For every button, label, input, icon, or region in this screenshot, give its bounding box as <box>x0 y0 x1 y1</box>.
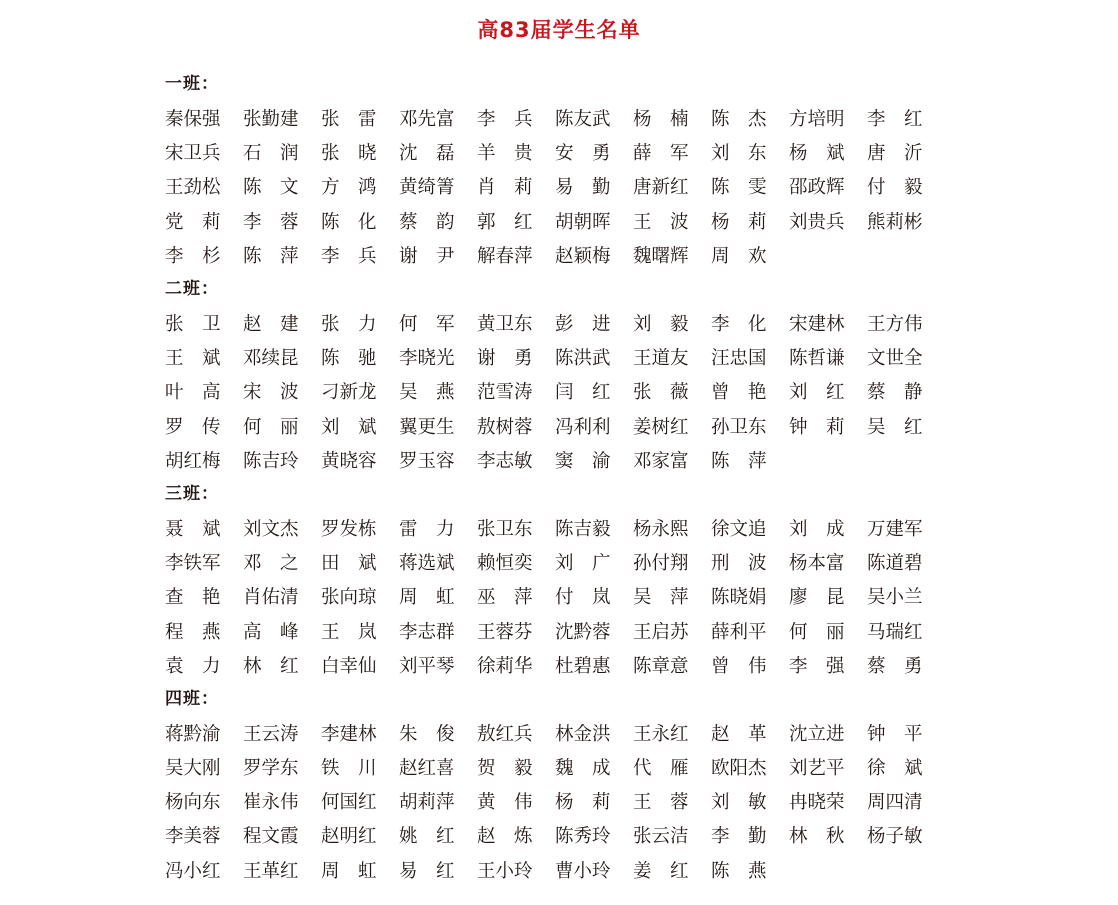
student-name: 宋 波 <box>243 382 299 404</box>
student-name: 巫 萍 <box>477 587 533 609</box>
student-name: 李美蓉 <box>165 826 221 848</box>
student-name: 张 卫 <box>165 314 221 336</box>
student-name: 代 雁 <box>633 758 689 780</box>
name-row <box>165 853 945 887</box>
student-name: 李 红 <box>867 109 923 131</box>
student-name: 李建林 <box>321 723 377 745</box>
student-name: 王方伟 <box>867 314 923 336</box>
student-name: 周四清 <box>867 792 923 814</box>
name-row <box>165 716 945 750</box>
student-name: 肖佑清 <box>243 587 299 609</box>
student-name: 李铁军 <box>165 553 221 575</box>
student-name: 陈 驰 <box>321 348 377 370</box>
student-name: 李 兵 <box>321 245 377 267</box>
student-name: 邵政辉 <box>789 177 845 199</box>
student-name: 赖恒奕 <box>477 553 533 575</box>
student-name: 黄 伟 <box>477 792 533 814</box>
student-name: 张云洁 <box>633 826 689 848</box>
student-name: 郭 红 <box>477 211 533 233</box>
student-name: 赵 建 <box>243 314 299 336</box>
student-name: 杨本富 <box>789 553 845 575</box>
student-name: 蒋选斌 <box>399 553 455 575</box>
student-name: 王革红 <box>243 860 299 882</box>
student-name: 陈 萍 <box>711 450 767 472</box>
student-name: 易 勤 <box>555 177 611 199</box>
student-name: 杨 莉 <box>555 792 611 814</box>
student-name: 周 欢 <box>711 245 767 267</box>
class-heading: 二班： <box>165 278 219 299</box>
student-name: 欧阳杰 <box>711 758 767 780</box>
student-name: 刘 成 <box>789 518 845 540</box>
student-name: 邓续昆 <box>243 348 299 370</box>
student-name: 罗发栋 <box>321 518 377 540</box>
student-name: 高 峰 <box>243 621 299 643</box>
student-name: 张 薇 <box>633 382 689 404</box>
name-row <box>165 204 945 238</box>
student-name: 赵明红 <box>321 826 377 848</box>
student-name: 吴 燕 <box>399 382 455 404</box>
student-name: 曾 艳 <box>711 382 767 404</box>
student-name: 黄晓容 <box>321 450 377 472</box>
student-name: 赵红喜 <box>399 758 455 780</box>
student-name: 薛利平 <box>711 621 767 643</box>
student-name: 陈哲谦 <box>789 348 845 370</box>
student-name: 姚 红 <box>399 826 455 848</box>
student-name: 何 丽 <box>789 621 845 643</box>
student-name: 胡莉萍 <box>399 792 455 814</box>
student-name: 杜碧惠 <box>555 655 611 677</box>
student-name: 王 蓉 <box>633 792 689 814</box>
student-name: 铁 川 <box>321 758 377 780</box>
student-name: 王 波 <box>633 211 689 233</box>
student-name: 王劲松 <box>165 177 221 199</box>
student-name: 陈道碧 <box>867 553 923 575</box>
student-name: 何 军 <box>399 314 455 336</box>
student-name: 胡朝晖 <box>555 211 611 233</box>
student-name: 张 雷 <box>321 109 377 131</box>
student-name: 徐文追 <box>711 518 767 540</box>
student-name: 李晓光 <box>399 348 455 370</box>
student-name: 杨向东 <box>165 792 221 814</box>
student-name: 马瑞红 <box>867 621 923 643</box>
student-name: 邓家富 <box>633 450 689 472</box>
student-name: 陈 雯 <box>711 177 767 199</box>
student-name: 刘 毅 <box>633 314 689 336</box>
student-name: 刘 敏 <box>711 792 767 814</box>
name-row <box>165 818 945 852</box>
student-name: 沈立进 <box>789 723 845 745</box>
student-name: 肖 莉 <box>477 177 533 199</box>
student-name: 孙付翔 <box>633 553 689 575</box>
student-name: 陈 杰 <box>711 109 767 131</box>
student-name: 王启苏 <box>633 621 689 643</box>
class-section <box>165 682 945 887</box>
class-heading: 四班： <box>165 688 219 709</box>
student-name: 羊 贵 <box>477 143 533 165</box>
student-name: 陈洪武 <box>555 348 611 370</box>
student-name: 杨 莉 <box>711 211 767 233</box>
student-name: 魏 成 <box>555 758 611 780</box>
student-name: 闫 红 <box>555 382 611 404</box>
student-name: 邓 之 <box>243 553 299 575</box>
student-name: 赵 革 <box>711 723 767 745</box>
student-name: 徐莉华 <box>477 655 533 677</box>
student-name: 查 艳 <box>165 587 221 609</box>
student-name: 何 丽 <box>243 416 299 438</box>
student-name: 薛 军 <box>633 143 689 165</box>
student-name: 赵颖梅 <box>555 245 611 267</box>
student-name: 陈晓娟 <box>711 587 767 609</box>
student-name: 孙卫东 <box>711 416 767 438</box>
student-name: 何国红 <box>321 792 377 814</box>
student-name: 刘 红 <box>789 382 845 404</box>
class-heading: 一班： <box>165 74 219 94</box>
student-name: 李 杉 <box>165 245 221 267</box>
student-name: 赵 炼 <box>477 826 533 848</box>
student-name: 程文霞 <box>243 826 299 848</box>
student-name: 王蓉芬 <box>477 621 533 643</box>
student-name: 陈友武 <box>555 109 611 131</box>
student-name: 易 红 <box>399 860 455 882</box>
name-row <box>165 135 945 169</box>
name-row <box>165 374 945 408</box>
student-name: 周 虹 <box>321 860 377 882</box>
student-name: 张 晓 <box>321 143 377 165</box>
student-name: 刘 东 <box>711 143 767 165</box>
name-row <box>165 750 945 784</box>
student-name: 党 莉 <box>165 211 221 233</box>
student-name: 林 红 <box>243 655 299 677</box>
student-name: 万建军 <box>867 518 923 540</box>
class-heading: 三班： <box>165 483 219 504</box>
name-row <box>165 306 945 340</box>
page-title: 高83届学生名单 <box>477 18 641 42</box>
student-name: 刁新龙 <box>321 382 377 404</box>
name-row <box>165 545 945 579</box>
student-name: 罗学东 <box>243 758 299 780</box>
student-name: 周 虹 <box>399 587 455 609</box>
name-row <box>165 443 945 477</box>
student-name: 张向琼 <box>321 587 377 609</box>
student-name: 李 强 <box>789 655 845 677</box>
student-name: 贺 毅 <box>477 758 533 780</box>
student-name: 李 勤 <box>711 826 767 848</box>
student-name: 张 力 <box>321 314 377 336</box>
student-name: 徐 斌 <box>867 758 923 780</box>
student-name: 付 毅 <box>867 177 923 199</box>
name-row <box>165 784 945 818</box>
student-name: 刘贵兵 <box>789 211 845 233</box>
student-name: 曹小玲 <box>555 860 611 882</box>
student-name: 胡红梅 <box>165 450 221 472</box>
student-name: 熊莉彬 <box>867 211 923 233</box>
student-name: 张勤建 <box>243 109 299 131</box>
student-name: 杨 楠 <box>633 109 689 131</box>
student-name: 沈黔蓉 <box>555 621 611 643</box>
student-name: 付 岚 <box>555 587 611 609</box>
student-name: 方 鸿 <box>321 177 377 199</box>
name-row <box>165 409 945 443</box>
student-name: 邓先富 <box>399 109 455 131</box>
student-name: 杨 斌 <box>789 143 845 165</box>
student-name: 解春萍 <box>477 245 533 267</box>
student-name: 杨永熙 <box>633 518 689 540</box>
student-name: 陈吉毅 <box>555 518 611 540</box>
student-name: 吴 红 <box>867 416 923 438</box>
student-name: 蒋黔渝 <box>165 723 221 745</box>
student-name: 林 秋 <box>789 826 845 848</box>
student-name: 刘艺平 <box>789 758 845 780</box>
student-name: 宋卫兵 <box>165 143 221 165</box>
name-row <box>165 511 945 545</box>
student-name: 陈 燕 <box>711 860 767 882</box>
student-name: 王 斌 <box>165 348 221 370</box>
name-row <box>165 340 945 374</box>
student-name: 窦 渝 <box>555 450 611 472</box>
student-name: 黄卫东 <box>477 314 533 336</box>
student-name: 蔡 静 <box>867 382 923 404</box>
student-name: 朱 俊 <box>399 723 455 745</box>
student-name: 黄绮箐 <box>399 177 455 199</box>
student-name: 聂 斌 <box>165 518 221 540</box>
student-name: 曾 伟 <box>711 655 767 677</box>
student-name: 崔永伟 <box>243 792 299 814</box>
student-name: 刑 波 <box>711 553 767 575</box>
student-name: 沈 磊 <box>399 143 455 165</box>
student-name: 谢 勇 <box>477 348 533 370</box>
student-name: 刘 广 <box>555 553 611 575</box>
student-name: 谢 尹 <box>399 245 455 267</box>
student-name: 王云涛 <box>243 723 299 745</box>
student-name: 陈 文 <box>243 177 299 199</box>
student-name: 袁 力 <box>165 655 221 677</box>
student-name: 林金洪 <box>555 723 611 745</box>
student-name: 陈 萍 <box>243 245 299 267</box>
student-name: 李 蓉 <box>243 211 299 233</box>
student-name: 刘文杰 <box>243 518 299 540</box>
student-name: 王 岚 <box>321 621 377 643</box>
student-name: 陈 化 <box>321 211 377 233</box>
student-name: 冯小红 <box>165 860 221 882</box>
student-name: 钟 平 <box>867 723 923 745</box>
class-section <box>165 477 945 682</box>
student-name: 王永红 <box>633 723 689 745</box>
student-name: 陈章意 <box>633 655 689 677</box>
student-name: 秦保强 <box>165 109 221 131</box>
student-name: 王小玲 <box>477 860 533 882</box>
student-name: 吴 萍 <box>633 587 689 609</box>
student-name: 敖红兵 <box>477 723 533 745</box>
name-row <box>165 101 945 135</box>
student-name: 刘平琴 <box>399 655 455 677</box>
name-row <box>165 169 945 203</box>
student-name: 魏曙辉 <box>633 245 689 267</box>
student-name: 方培明 <box>789 109 845 131</box>
student-name: 雷 力 <box>399 518 455 540</box>
student-name: 翼更生 <box>399 416 455 438</box>
student-name: 范雪涛 <box>477 382 533 404</box>
student-name: 罗玉容 <box>399 450 455 472</box>
student-name: 王道友 <box>633 348 689 370</box>
student-name: 文世全 <box>867 348 923 370</box>
student-name: 钟 莉 <box>789 416 845 438</box>
student-name: 敖树蓉 <box>477 416 533 438</box>
student-name: 李志敏 <box>477 450 533 472</box>
student-name: 白幸仙 <box>321 655 377 677</box>
student-name: 陈吉玲 <box>243 450 299 472</box>
student-name: 姜树红 <box>633 416 689 438</box>
student-name: 冯利利 <box>555 416 611 438</box>
student-name: 吴小兰 <box>867 587 923 609</box>
class-section <box>165 67 945 272</box>
student-name: 李志群 <box>399 621 455 643</box>
name-row <box>165 613 945 647</box>
student-name: 汪忠国 <box>711 348 767 370</box>
student-name: 廖 昆 <box>789 587 845 609</box>
student-name: 吴大刚 <box>165 758 221 780</box>
student-name: 唐新红 <box>633 177 689 199</box>
class-section <box>165 272 945 477</box>
student-name: 唐 沂 <box>867 143 923 165</box>
student-name: 宋建林 <box>789 314 845 336</box>
name-row <box>165 579 945 613</box>
student-name: 李 化 <box>711 314 767 336</box>
name-row <box>165 238 945 272</box>
student-name: 陈秀玲 <box>555 826 611 848</box>
student-name: 李 兵 <box>477 109 533 131</box>
student-name: 蔡 勇 <box>867 655 923 677</box>
student-name: 刘 斌 <box>321 416 377 438</box>
student-name: 张卫东 <box>477 518 533 540</box>
student-name: 蔡 韵 <box>399 211 455 233</box>
student-name: 田 斌 <box>321 553 377 575</box>
student-name: 姜 红 <box>633 860 689 882</box>
student-name: 叶 高 <box>165 382 221 404</box>
student-name: 彭 进 <box>555 314 611 336</box>
student-name: 罗 传 <box>165 416 221 438</box>
student-name: 石 润 <box>243 143 299 165</box>
student-roster <box>165 67 945 887</box>
name-row <box>165 648 945 682</box>
student-name: 冉晓荣 <box>789 792 845 814</box>
student-name: 程 燕 <box>165 621 221 643</box>
student-name: 安 勇 <box>555 143 611 165</box>
student-name: 杨子敏 <box>867 826 923 848</box>
